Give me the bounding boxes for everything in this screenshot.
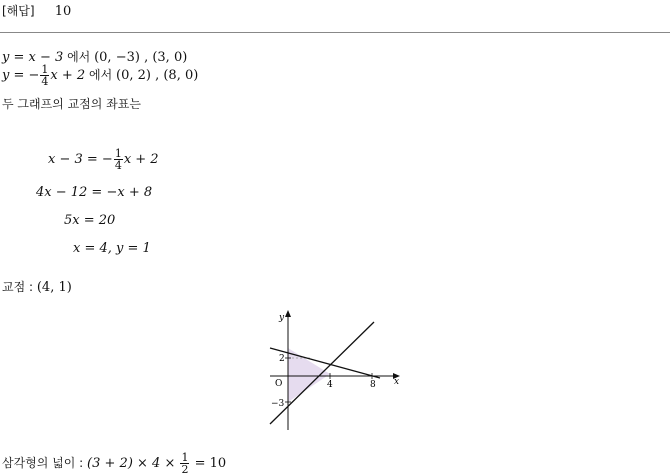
line1-equation: y = x − 3 [2,50,64,65]
step1-fraction [114,148,123,171]
solve-step-2: 4x − 12 = −x + 8 [36,185,153,200]
line2-frac-num: 1 [41,63,49,76]
line2-fraction [40,64,49,87]
step1-right: x + 2 [123,152,159,167]
tick-label-neg3: −3 [271,399,285,409]
solve-step-3: 5x = 20 [64,213,116,228]
line2-connector: 에서 [85,68,116,82]
line-y-equals-x-minus-3 [270,322,374,424]
line2-points: (0, 2) , (8, 0) [116,68,199,83]
y-axis-label: y [279,313,285,323]
area-fraction [180,452,189,475]
origin-label: O [275,379,283,389]
intersection-intro: 두 그래프의 교점의 좌표는 [2,97,141,111]
divider [0,32,670,33]
area-label: 삼각형의 넓이 : [2,456,88,470]
graph-svg [262,306,412,434]
intersection-label: 교점 : [2,280,37,294]
shaded-triangle [288,348,330,402]
solve-step-4: x = 4, y = 1 [73,241,151,256]
area-frac-num: 1 [181,451,189,464]
triangle-area [2,452,226,475]
area-frac-den: 2 [181,463,189,476]
tick-label-8: 8 [370,380,376,390]
x-axis-label: x [394,377,400,387]
coordinate-graph [262,306,412,434]
line2-text [2,64,198,87]
area-expr-left: (3 + 2) × 4 × [87,456,180,471]
step1-left: x − 3 = − [48,152,113,167]
intersection-value: (4, 1) [36,280,72,295]
area-expr-right: = 10 [190,456,227,471]
line2-eq-right: x + 2 [50,68,86,83]
tick-label-2: 2 [279,354,285,364]
line1-connector: 에서 [63,50,95,64]
answer-label: [해답] [2,4,35,18]
y-axis-arrow [285,310,291,317]
answer-value: 10 [54,4,72,19]
intersection-result [2,278,72,295]
line2-frac-den: 4 [41,75,49,88]
solve-step-1 [48,148,159,171]
line1-points: (0, −3) , (3, 0) [94,50,188,65]
answer-header [2,2,71,19]
line1-text [2,48,187,65]
step1-frac-num: 1 [114,147,122,160]
tick-label-4: 4 [327,380,333,390]
step1-frac-den: 4 [114,159,122,172]
line2-eq-left: y = − [2,68,40,83]
